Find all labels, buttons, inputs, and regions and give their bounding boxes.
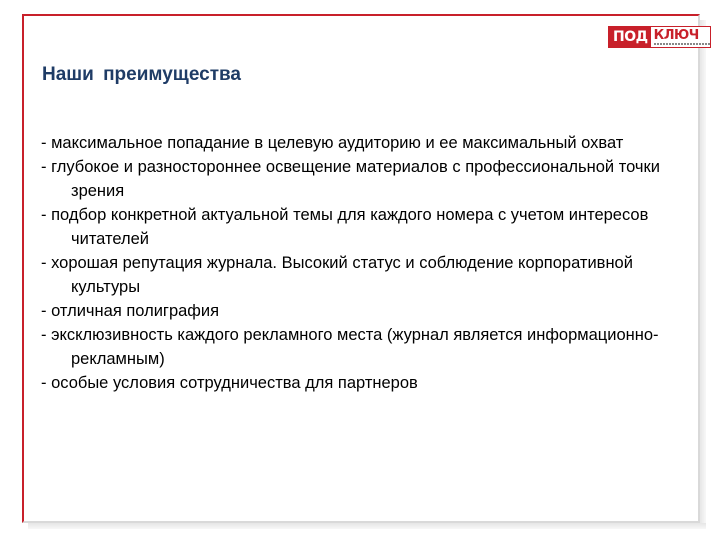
slide-title: Наши преимущества: [42, 64, 242, 85]
brand-logo: [608, 26, 711, 48]
frame-shadow-bottom: [28, 523, 706, 529]
logo-left-text: ПОД: [609, 27, 651, 47]
logo-right-text: КЛЮЧ: [653, 28, 699, 43]
list-item: - максимальное попадание в целевую аудиторию и ее максимальный охват: [41, 134, 624, 152]
list-item: - эксклюзивность каждого рекламного места (журнал является информационно-рекламным): [41, 326, 659, 368]
advantages-list: [41, 131, 691, 395]
list-item: - особые условия сотрудничества для партнеров: [41, 374, 418, 392]
list-item: - подбор конкретной актуальной темы для каждого номера с учетом интересов читателей: [41, 206, 649, 248]
frame-shadow-right: [700, 20, 706, 529]
logo-tagline-stripe: [654, 43, 710, 45]
list-item: - глубокое и разностороннее освещение материалов с профессиональной точки зрения: [41, 158, 660, 200]
list-item: - хорошая репутация журнала. Высокий статус и соблюдение корпоративной культуры: [41, 254, 633, 296]
list-item: - отличная полиграфия: [41, 302, 220, 320]
logo-right-block: [651, 27, 710, 47]
